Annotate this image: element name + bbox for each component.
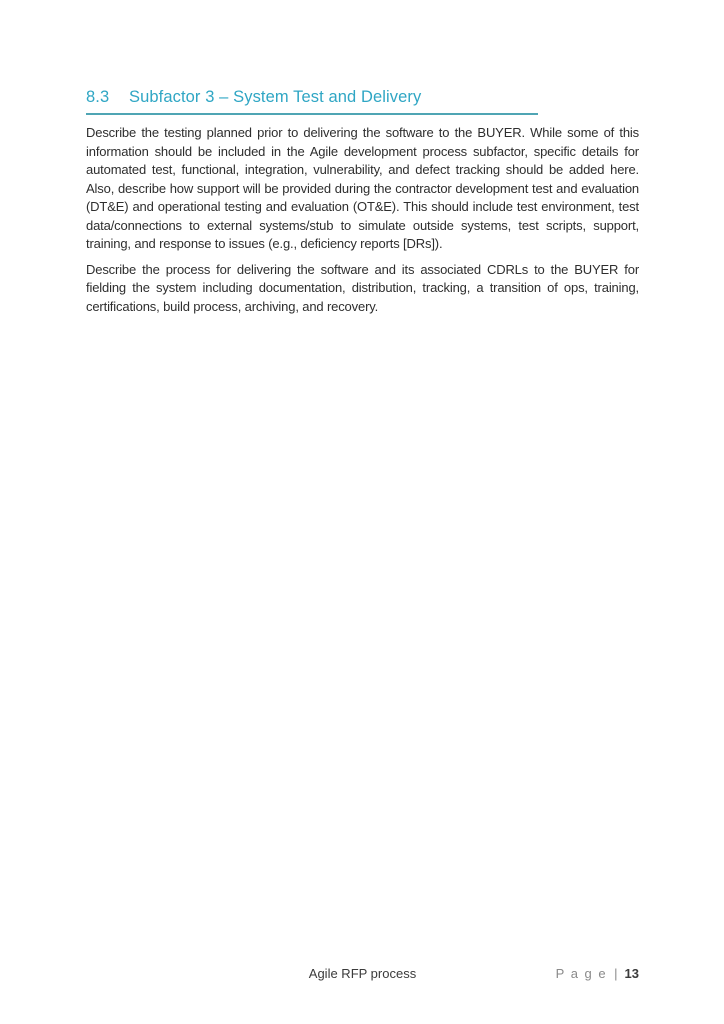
section-number: 8.3	[86, 88, 110, 106]
footer-page-indicator	[556, 966, 639, 981]
section-title: Subfactor 3 – System Test and Delivery	[129, 88, 422, 106]
footer-page-label: P a g e	[555, 966, 608, 981]
section-heading	[86, 86, 639, 108]
page-footer	[86, 966, 639, 986]
footer-document-title: Agile RFP process	[308, 966, 417, 981]
paragraph-delivery-process: Describe the process for delivering the software and its associated CDRLs to the BUYER for fielding the system including documentation, distribution, tracking, a transition of ops, training, certifications, build process, archiving, and recovery.	[86, 261, 639, 314]
heading-underline-rule	[86, 113, 538, 115]
footer-page-number: 13	[624, 966, 639, 981]
page-content	[86, 86, 639, 316]
paragraph-testing-description: Describe the testing planned prior to delivering the software to the BUYER. While some of this information should be included in the Agile development process subfactor, specific details for automated test, functional, integration, vulnerability, and defect tracking should be added here. Also, describe how support will be provided during the contractor development test and evaluation (DT&E) and operational testing and evaluation (OT&E). This should include test environment, test data/connections to external systems/stub to simulate outside systems, test scripts, support, training, and response to issues (e.g., deficiency reports [DRs]).	[86, 125, 639, 251]
footer-separator: |	[614, 966, 618, 981]
